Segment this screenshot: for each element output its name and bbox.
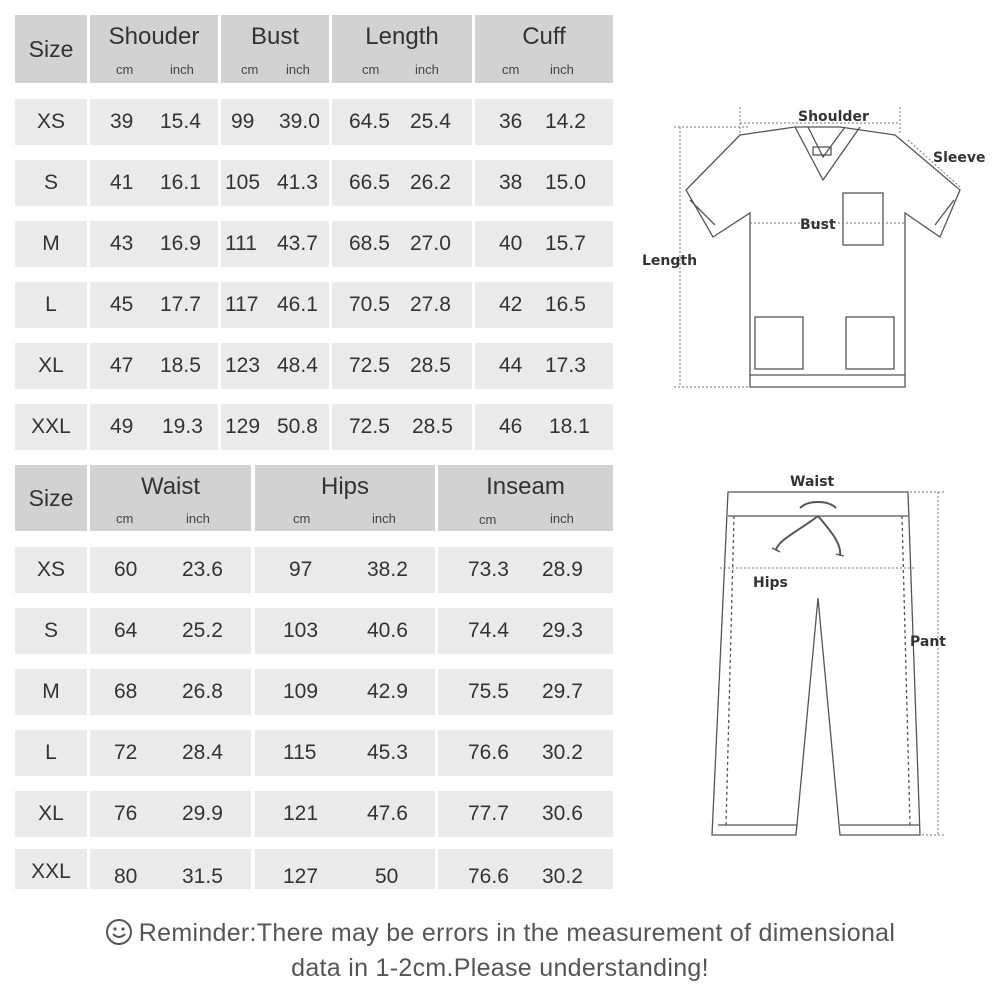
value: 40 — [499, 232, 523, 255]
unit-cm: cm — [116, 62, 134, 77]
inseam-cell — [438, 791, 613, 837]
value: 64.5 — [349, 110, 390, 133]
top-size-table — [15, 15, 613, 447]
table-header — [15, 465, 613, 531]
value: 17.3 — [545, 354, 586, 377]
reminder-line-2: data in 1-2cm.Please understanding! — [291, 954, 709, 982]
pants-outline-icon — [712, 492, 920, 835]
value: 38 — [499, 171, 523, 194]
value: 68 — [114, 680, 138, 703]
length-cell — [332, 221, 472, 267]
waist-cell — [90, 669, 251, 715]
value: 73.3 — [468, 558, 509, 581]
value: 121 — [283, 802, 319, 825]
length-cell — [332, 282, 472, 328]
hips-cell — [255, 547, 435, 593]
unit-inch: inch — [286, 62, 310, 77]
value: 42.9 — [367, 680, 408, 703]
cuff-cell — [475, 99, 613, 145]
value: 50.8 — [277, 415, 318, 438]
value: 36 — [499, 110, 523, 133]
table-row — [15, 282, 613, 328]
shoulder-cell — [90, 160, 218, 206]
unit-inch: inch — [415, 62, 439, 77]
cuff-cell — [475, 343, 613, 389]
table-row — [15, 221, 613, 267]
table-row — [15, 669, 613, 715]
size-header: Size — [15, 15, 87, 83]
value: 27.8 — [410, 293, 451, 316]
value: 30.6 — [542, 802, 583, 825]
value: 75.5 — [468, 680, 509, 703]
hips-cell — [255, 608, 435, 654]
value: 66.5 — [349, 171, 390, 194]
length-label: Length — [642, 253, 698, 269]
unit-inch: inch — [186, 511, 210, 526]
value: 127 — [283, 864, 319, 888]
hips-cell — [255, 730, 435, 776]
shoulder-label: Shoulder — [798, 109, 869, 125]
value: 77.7 — [468, 802, 509, 825]
value: 48.4 — [277, 354, 318, 377]
bust-cell — [221, 99, 329, 145]
table-row — [15, 849, 613, 889]
column-title: Length — [365, 23, 439, 50]
inseam-cell — [438, 547, 613, 593]
value: 72.5 — [349, 354, 390, 377]
value: 18.5 — [160, 354, 201, 377]
value: 16.9 — [160, 232, 201, 255]
value: 46.1 — [277, 293, 318, 316]
value: 43.7 — [277, 232, 318, 255]
size-cell: XL — [15, 343, 87, 389]
value: 30.2 — [542, 741, 583, 764]
shoulder-cell — [90, 404, 218, 450]
value: 72 — [114, 741, 138, 764]
size-cell: S — [15, 608, 87, 654]
value: 72.5 — [349, 415, 390, 438]
column-title: Inseam — [486, 473, 565, 500]
hips-label: Hips — [753, 575, 788, 591]
unit-inch: inch — [550, 62, 574, 77]
value: 41 — [110, 171, 134, 194]
value: 42 — [499, 293, 523, 316]
value: 47 — [110, 354, 134, 377]
column-header-inseam — [438, 465, 613, 531]
value: 76.6 — [468, 864, 509, 888]
cuff-cell — [475, 160, 613, 206]
length-cell — [332, 160, 472, 206]
unit-cm: cm — [116, 511, 134, 526]
column-header-cuff — [475, 15, 613, 83]
value: 38.2 — [367, 558, 408, 581]
value: 109 — [283, 680, 319, 703]
value: 15.7 — [545, 232, 586, 255]
value: 27.0 — [410, 232, 451, 255]
value: 45 — [110, 293, 134, 316]
value: 26.8 — [182, 680, 223, 703]
value: 41.3 — [277, 171, 318, 194]
bottom-size-table — [15, 465, 613, 889]
value: 123 — [225, 354, 261, 377]
table-row — [15, 343, 613, 389]
length-cell — [332, 404, 472, 450]
unit-cm: cm — [362, 62, 380, 77]
table-row — [15, 99, 613, 145]
size-cell: M — [15, 669, 87, 715]
column-header-bust — [221, 15, 329, 83]
value: 129 — [225, 415, 261, 438]
value: 103 — [283, 619, 319, 642]
inseam-cell — [438, 608, 613, 654]
value: 39.0 — [279, 110, 320, 133]
value: 80 — [114, 864, 138, 888]
value: 117 — [225, 293, 259, 316]
table-row — [15, 547, 613, 593]
unit-cm: cm — [241, 62, 259, 77]
value: 26.2 — [410, 171, 451, 194]
inseam-cell — [438, 730, 613, 776]
pants-diagram — [690, 470, 990, 850]
shoulder-cell — [90, 282, 218, 328]
value: 64 — [114, 619, 138, 642]
value: 76.6 — [468, 741, 509, 764]
waist-cell — [90, 730, 251, 776]
shoulder-cell — [90, 221, 218, 267]
length-cell — [332, 99, 472, 145]
value: 70.5 — [349, 293, 390, 316]
column-header-hips — [255, 465, 435, 531]
hips-cell — [255, 791, 435, 837]
value: 23.6 — [182, 558, 223, 581]
reminder-text-1: Reminder:There may be errors in the measurement of dimensional — [138, 919, 896, 947]
bust-cell — [221, 282, 329, 328]
unit-inch: inch — [372, 511, 396, 526]
table-row — [15, 730, 613, 776]
size-cell: L — [15, 730, 87, 776]
table-row — [15, 160, 613, 206]
value: 28.5 — [410, 354, 451, 377]
column-title: Waist — [140, 473, 201, 500]
pant-label: Pant — [910, 634, 946, 650]
value: 28.5 — [412, 415, 453, 438]
table-header — [15, 15, 613, 83]
waist-cell — [90, 849, 251, 889]
column-header-waist — [90, 465, 251, 531]
bust-cell — [221, 221, 329, 267]
value: 29.7 — [542, 680, 583, 703]
column-header-shoulder — [90, 15, 218, 83]
value: 46 — [499, 415, 523, 438]
size-cell: XXL — [15, 404, 87, 450]
bust-cell — [221, 404, 329, 450]
size-cell: M — [15, 221, 87, 267]
value: 115 — [283, 741, 317, 764]
bust-cell — [221, 343, 329, 389]
value: 43 — [110, 232, 134, 255]
value: 39 — [110, 110, 134, 133]
table-row — [15, 608, 613, 654]
value: 15.0 — [545, 171, 586, 194]
size-header: Size — [15, 465, 87, 531]
cuff-cell — [475, 282, 613, 328]
value: 40.6 — [367, 619, 408, 642]
unit-inch: inch — [170, 62, 194, 77]
value: 14.2 — [545, 110, 586, 133]
smiley-icon — [105, 918, 133, 946]
value: 16.1 — [160, 171, 201, 194]
value: 17.7 — [160, 293, 201, 316]
value: 30.2 — [542, 864, 583, 888]
value: 111 — [225, 232, 257, 255]
value: 49 — [110, 415, 134, 438]
value: 31.5 — [182, 864, 223, 888]
inseam-cell — [438, 849, 613, 889]
value: 68.5 — [349, 232, 390, 255]
value: 29.3 — [542, 619, 583, 642]
shirt-diagram — [630, 95, 990, 405]
value: 74.4 — [468, 619, 509, 642]
value: 99 — [231, 110, 255, 133]
value: 44 — [499, 354, 523, 377]
unit-cm: cm — [293, 511, 311, 526]
waist-cell — [90, 608, 251, 654]
table-row — [15, 791, 613, 837]
column-title: Hips — [320, 473, 369, 500]
value: 105 — [225, 171, 261, 194]
table-row — [15, 404, 613, 450]
waist-cell — [90, 791, 251, 837]
hips-cell — [255, 669, 435, 715]
shirt-outline-icon — [686, 127, 960, 387]
value: 19.3 — [162, 415, 203, 438]
waist-label: Waist — [790, 474, 835, 490]
column-title: Bust — [250, 23, 300, 50]
cuff-cell — [475, 404, 613, 450]
value: 76 — [114, 802, 138, 825]
value: 15.4 — [160, 110, 201, 133]
value: 45.3 — [367, 741, 408, 764]
column-header-length — [332, 15, 472, 83]
waist-cell — [90, 547, 251, 593]
value: 28.4 — [182, 741, 223, 764]
unit-inch: inch — [550, 511, 574, 526]
column-title: Shouder — [108, 23, 200, 50]
column-title: Cuff — [522, 23, 566, 50]
shoulder-cell — [90, 343, 218, 389]
size-cell: XS — [15, 547, 87, 593]
size-cell: XS — [15, 99, 87, 145]
bust-cell — [221, 160, 329, 206]
length-cell — [332, 343, 472, 389]
value: 25.4 — [410, 110, 451, 133]
value: 60 — [114, 558, 138, 581]
value: 97 — [289, 558, 313, 581]
reminder-line-1 — [0, 918, 1000, 948]
shoulder-cell — [90, 99, 218, 145]
bust-label: Bust — [800, 217, 836, 233]
value: 50 — [375, 864, 399, 888]
value: 28.9 — [542, 558, 583, 581]
value: 29.9 — [182, 802, 223, 825]
cuff-cell — [475, 221, 613, 267]
value: 25.2 — [182, 619, 223, 642]
hips-cell — [255, 849, 435, 889]
value: 16.5 — [545, 293, 586, 316]
size-cell: S — [15, 160, 87, 206]
value: 18.1 — [549, 415, 590, 438]
inseam-cell — [438, 669, 613, 715]
unit-cm: cm — [479, 512, 497, 527]
sleeve-label: Sleeve — [933, 150, 986, 166]
value: 47.6 — [367, 802, 408, 825]
size-cell: L — [15, 282, 87, 328]
size-cell: XL — [15, 791, 87, 837]
unit-cm: cm — [502, 62, 520, 77]
size-cell: XXL — [15, 849, 87, 889]
